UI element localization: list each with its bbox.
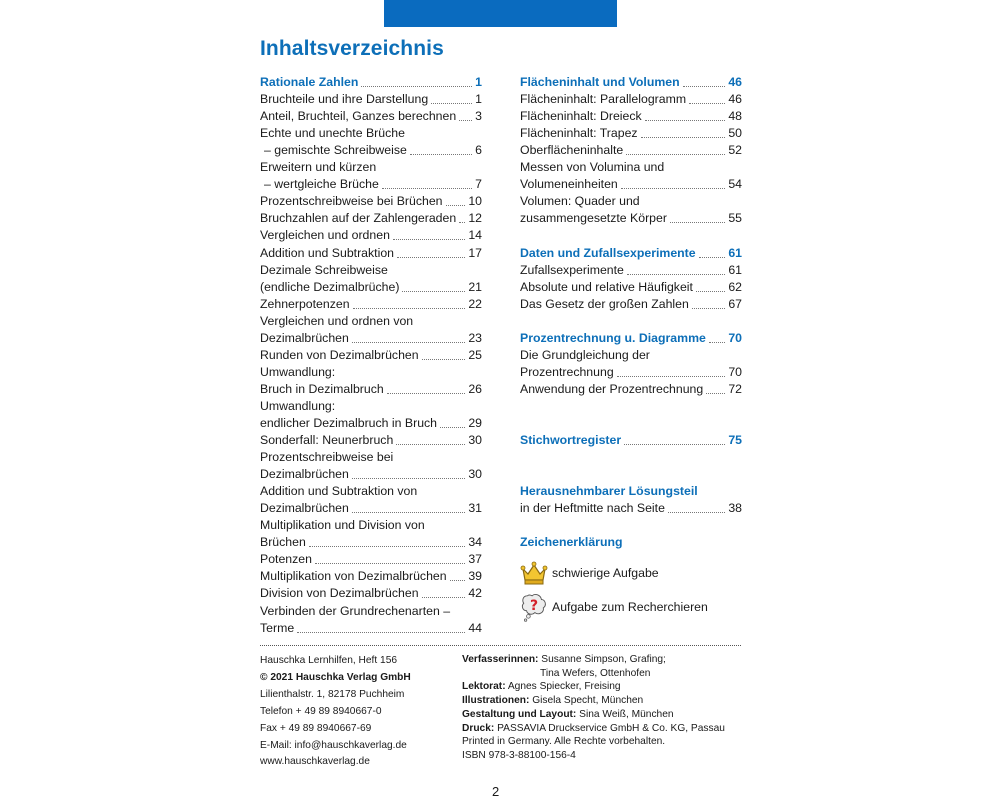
- toc-entry[interactable]: [260, 551, 482, 568]
- toc-entry-text: Dezimalbrüchen: [260, 467, 349, 482]
- toc-spacer: [520, 227, 742, 244]
- toc-entry-text: Herausnehmbarer Lösungsteil: [520, 484, 698, 499]
- dot-leader: [402, 291, 465, 292]
- toc-entry[interactable]: [520, 159, 742, 176]
- toc-entry-text: Flächeninhalt: Parallelogramm: [520, 92, 687, 107]
- toc-entry-text: Das Gesetz der großen Zahlen: [520, 296, 689, 311]
- toc-spacer: [520, 313, 742, 330]
- toc-page-number: 67: [728, 296, 742, 311]
- toc-page-number: 25: [468, 347, 482, 362]
- imprint-credit-value: ISBN 978-3-88100-156-4: [462, 749, 576, 761]
- toc-page-number: 39: [468, 569, 482, 584]
- imprint-credit-line: [462, 694, 752, 708]
- toc-entry-text: Prozentschreibweise bei Brüchen: [260, 194, 443, 209]
- toc-page-number: 30: [468, 433, 482, 448]
- toc-page-number: 61: [728, 245, 742, 260]
- toc-entry-text: Volumeneinheiten: [520, 177, 618, 192]
- toc-entry[interactable]: [260, 193, 482, 210]
- toc-entry-text: Erweitern und kürzen: [260, 160, 377, 175]
- toc-entry-text: Addition und Subtraktion von: [260, 484, 418, 499]
- toc-entry-text: in der Heftmitte nach Seite: [520, 501, 665, 516]
- toc-page-number: 10: [468, 194, 482, 209]
- dot-leader: [459, 120, 472, 121]
- toc-entry[interactable]: [520, 347, 742, 364]
- dot-leader: [459, 222, 465, 223]
- toc-right-column: [520, 74, 742, 624]
- toc-page-number: 26: [468, 381, 482, 396]
- toc-entry-text: Bruch in Dezimalbruch: [260, 381, 384, 396]
- dot-leader: [626, 154, 725, 155]
- divider: [260, 645, 741, 646]
- toc-entry[interactable]: [260, 176, 482, 193]
- imprint-credit-value: Sina Weiß, München: [579, 708, 674, 720]
- question-bubble-icon: [520, 592, 548, 622]
- toc-entry[interactable]: [260, 398, 482, 415]
- dot-leader: [422, 359, 466, 360]
- toc-entry-text: Multiplikation und Division von: [260, 518, 425, 533]
- toc-entry[interactable]: [260, 466, 482, 483]
- toc-entry[interactable]: [260, 142, 482, 159]
- toc-page-number: 7: [475, 177, 482, 192]
- toc-entry[interactable]: [520, 125, 742, 142]
- toc-entry[interactable]: [260, 91, 482, 108]
- dot-leader: [668, 512, 725, 513]
- imprint-credit-value: Agnes Spiecker, Freising: [507, 681, 621, 693]
- toc-entry-text: Flächeninhalt und Volumen: [520, 75, 680, 90]
- dot-leader: [431, 103, 472, 104]
- toc-page-number: 37: [468, 552, 482, 567]
- toc-entry-text: Addition und Subtraktion: [260, 245, 394, 260]
- toc-page-number: 38: [728, 501, 742, 516]
- toc-entry-text: Verbinden der Grundrechenarten –: [260, 603, 451, 618]
- toc-entry[interactable]: [260, 279, 482, 296]
- toc-entry[interactable]: [520, 279, 742, 296]
- toc-entry-text: – wertgleiche Brüche: [264, 177, 379, 192]
- toc-page-number: 62: [728, 279, 742, 294]
- toc-page-number: 72: [728, 381, 742, 396]
- dot-leader: [683, 86, 726, 87]
- dot-leader: [706, 393, 725, 394]
- toc-entry-text: Die Grundgleichung der: [520, 347, 650, 362]
- toc-entry[interactable]: [260, 534, 482, 551]
- header-color-bar: [384, 0, 617, 27]
- toc-entry-text: Vergleichen und ordnen: [260, 228, 390, 243]
- imprint-credits: [462, 653, 752, 763]
- imprint-credit-value: PASSAVIA Druckservice GmbH & Co. KG, Passau: [497, 722, 725, 734]
- toc-entry[interactable]: [260, 585, 482, 602]
- toc-entry-text: Daten und Zufallsexperimente: [520, 245, 696, 260]
- dot-leader: [621, 188, 726, 189]
- imprint-credit-label: Druck:: [462, 722, 495, 734]
- toc-entry-text: Volumen: Quader und: [520, 194, 640, 209]
- toc-entry-text: Rationale Zahlen: [260, 75, 359, 90]
- toc-entry-text: Dezimale Schreibweise: [260, 262, 388, 277]
- toc-entry[interactable]: [260, 415, 482, 432]
- dot-leader: [410, 154, 472, 155]
- toc-entry-text: Potenzen: [260, 552, 312, 567]
- toc-page-number: 70: [728, 330, 742, 345]
- toc-entry-text: zusammengesetzte Körper: [520, 211, 667, 226]
- toc-page-number: 44: [468, 620, 482, 635]
- toc-page-number: 17: [468, 245, 482, 260]
- toc-page-number: 52: [728, 143, 742, 158]
- toc-entry-text: Division von Dezimalbrüchen: [260, 586, 419, 601]
- toc-entry-text: Oberflächeninhalte: [520, 143, 624, 158]
- toc-page-number: 61: [728, 262, 742, 277]
- toc-entry[interactable]: [520, 500, 742, 517]
- toc-entry[interactable]: [260, 227, 482, 244]
- toc-entry[interactable]: [260, 364, 482, 381]
- toc-entry[interactable]: [260, 313, 482, 330]
- toc-page-number: 55: [728, 211, 742, 226]
- imprint-line: E-Mail: info@hauschkaverlag.de: [260, 739, 407, 751]
- toc-entry-text: Zufallsexperimente: [520, 262, 624, 277]
- legend-label: Aufgabe zum Recherchieren: [552, 600, 708, 615]
- toc-entry-text: Flächeninhalt: Dreieck: [520, 109, 642, 124]
- toc-entry-text: Brüchen: [260, 535, 306, 550]
- toc-entry-text: Prozentschreibweise bei: [260, 450, 394, 465]
- toc-entry-text: Zehnerpotenzen: [260, 296, 350, 311]
- toc-entry-text: Echte und unechte Brüche: [260, 126, 405, 141]
- dot-leader: [670, 222, 725, 223]
- toc-entry-text: Umwandlung:: [260, 398, 336, 413]
- toc-page-number: 29: [468, 415, 482, 430]
- dot-leader: [624, 444, 725, 445]
- toc-entry[interactable]: [520, 176, 742, 193]
- toc-entry-text: Sonderfall: Neunerbruch: [260, 433, 394, 448]
- toc-entry-text: Flächeninhalt: Trapez: [520, 126, 638, 141]
- crown-icon: [520, 558, 548, 588]
- dot-leader: [396, 444, 465, 445]
- toc-entry[interactable]: [520, 108, 742, 125]
- toc-entry[interactable]: [260, 500, 482, 517]
- imprint-credit-line: [462, 667, 752, 681]
- imprint-credit-value: Printed in Germany. Alle Rechte vorbehalten.: [462, 736, 666, 748]
- legend: [520, 556, 742, 624]
- imprint-line: www.hauschkaverlag.de: [260, 756, 370, 768]
- toc-entry[interactable]: [260, 381, 482, 398]
- toc-entry[interactable]: [260, 330, 482, 347]
- toc-entry[interactable]: [260, 210, 482, 227]
- dot-leader: [422, 597, 466, 598]
- imprint-credit-line: [462, 722, 752, 736]
- dot-leader: [353, 308, 466, 309]
- toc-entry-text: Prozentrechnung u. Diagramme: [520, 330, 706, 345]
- toc-page-number: 30: [468, 467, 482, 482]
- legend-item: [520, 556, 742, 590]
- toc-page-number: 12: [468, 211, 482, 226]
- dot-leader: [692, 308, 725, 309]
- dot-leader: [617, 376, 726, 377]
- dot-leader: [297, 632, 465, 633]
- toc-entry[interactable]: [260, 517, 482, 534]
- imprint-credit-label: Gestaltung und Layout:: [462, 708, 577, 720]
- toc-entry-text: Runden von Dezimalbrüchen: [260, 347, 419, 362]
- toc-entry[interactable]: [260, 432, 482, 449]
- imprint-credit-value: Tina Wefers, Ottenhofen: [540, 667, 651, 679]
- toc-entry-text: Stichwortregister: [520, 433, 622, 448]
- imprint-line: © 2021 Hauschka Verlag GmbH: [260, 671, 411, 683]
- dot-leader: [361, 86, 472, 87]
- dot-leader: [352, 478, 465, 479]
- toc-page-number: 46: [728, 75, 742, 90]
- toc-entry[interactable]: [520, 142, 742, 159]
- toc-entry-text: (endliche Dezimalbrüche): [260, 279, 400, 294]
- toc-entry[interactable]: [260, 159, 482, 176]
- toc-page-number: 31: [468, 501, 482, 516]
- toc-entry-text: Anteil, Bruchteil, Ganzes berechnen: [260, 109, 457, 124]
- toc-section-heading[interactable]: [520, 74, 742, 91]
- toc-section-heading[interactable]: [520, 483, 742, 500]
- dot-leader: [352, 512, 465, 513]
- toc-page-number: 34: [468, 535, 482, 550]
- imprint-credit-value: Gisela Specht, München: [532, 695, 644, 707]
- toc-entry[interactable]: [520, 381, 742, 398]
- imprint-credit-line: [462, 653, 752, 667]
- dot-leader: [645, 120, 726, 121]
- toc-page-number: 50: [728, 126, 742, 141]
- toc-section-heading[interactable]: [260, 74, 482, 91]
- toc-entry[interactable]: [260, 620, 482, 637]
- toc-entry[interactable]: [260, 568, 482, 585]
- toc-page-number: 3: [475, 109, 482, 124]
- dot-leader: [446, 205, 466, 206]
- toc-entry-text: Bruchzahlen auf der Zahlengeraden: [260, 211, 457, 226]
- imprint-credit-line: [462, 708, 752, 722]
- legend-item: [520, 590, 742, 624]
- toc-section-heading[interactable]: [520, 330, 742, 347]
- dot-leader: [689, 103, 725, 104]
- toc-entry-text: endlicher Dezimalbruch in Bruch: [260, 415, 438, 430]
- toc-entry[interactable]: [260, 262, 482, 279]
- toc-entry[interactable]: [260, 347, 482, 364]
- toc-page-number: 23: [468, 330, 482, 345]
- toc-page-number: 54: [728, 177, 742, 192]
- toc-page-number: 42: [468, 586, 482, 601]
- toc-entry-text: Umwandlung:: [260, 364, 336, 379]
- dot-leader: [699, 257, 726, 258]
- toc-page-number: 6: [475, 143, 482, 158]
- toc-entry[interactable]: [260, 296, 482, 313]
- toc-entry-text: Messen von Volumina und: [520, 160, 665, 175]
- imprint-line: Fax + 49 89 8940667-69: [260, 722, 372, 734]
- toc-page-number: 21: [468, 279, 482, 294]
- toc-left-column: [260, 74, 482, 637]
- imprint-credit-line: [462, 735, 752, 749]
- toc-page-number: 1: [475, 92, 482, 107]
- dot-leader: [315, 563, 465, 564]
- dot-leader: [709, 342, 725, 343]
- toc-entry-text: Dezimalbrüchen: [260, 501, 349, 516]
- toc-page-number: 46: [728, 92, 742, 107]
- toc-entry-text: Bruchteile und ihre Darstellung: [260, 92, 429, 107]
- toc-entry[interactable]: [260, 449, 482, 466]
- dot-leader: [382, 188, 472, 189]
- toc-entry-text: Absolute und relative Häufigkeit: [520, 279, 693, 294]
- toc-page-number: 22: [468, 296, 482, 311]
- toc-entry[interactable]: [260, 483, 482, 500]
- imprint-line: Telefon + 49 89 8940667-0: [260, 705, 382, 717]
- toc-spacer: [520, 517, 742, 534]
- dot-leader: [440, 427, 465, 428]
- toc-entry[interactable]: [520, 262, 742, 279]
- toc-entry[interactable]: [260, 108, 482, 125]
- toc-page-number: 48: [728, 109, 742, 124]
- toc-entry[interactable]: [520, 193, 742, 210]
- imprint-credit-line: [462, 680, 752, 694]
- toc-entry-text: Multiplikation von Dezimalbrüchen: [260, 569, 447, 584]
- toc-entry[interactable]: [520, 364, 742, 381]
- dot-leader: [696, 291, 725, 292]
- toc-entry-text: Terme: [260, 620, 295, 635]
- toc-section-heading[interactable]: [520, 244, 742, 261]
- toc-entry-text: – gemischte Schreibweise: [264, 143, 407, 158]
- toc-page-number: 1: [475, 75, 482, 90]
- toc-page-number: 70: [728, 364, 742, 379]
- dot-leader: [352, 342, 465, 343]
- dot-leader: [641, 137, 726, 138]
- toc-entry[interactable]: [520, 91, 742, 108]
- toc-page-number: 14: [468, 228, 482, 243]
- page-number: 2: [492, 784, 500, 799]
- toc-entry[interactable]: [520, 296, 742, 313]
- toc-entry[interactable]: [260, 125, 482, 142]
- page-title: Inhaltsverzeichnis: [260, 37, 444, 60]
- toc-entry[interactable]: [260, 244, 482, 261]
- imprint-credit-label: Lektorat:: [462, 681, 506, 693]
- dot-leader: [309, 546, 466, 547]
- imprint-credit-line: [462, 749, 752, 763]
- dot-leader: [450, 580, 466, 581]
- dot-leader: [627, 274, 725, 275]
- imprint-credit-label: Verfasserinnen:: [462, 654, 539, 665]
- imprint-publisher: [260, 653, 450, 771]
- dot-leader: [397, 257, 465, 258]
- toc-entry-text: Dezimalbrüchen: [260, 330, 349, 345]
- dot-leader: [393, 239, 465, 240]
- toc-page-number: 75: [728, 433, 742, 448]
- toc-spacer: [520, 398, 742, 432]
- toc-spacer: [520, 449, 742, 483]
- toc-entry-text: Vergleichen und ordnen von: [260, 313, 414, 328]
- dot-leader: [387, 393, 466, 394]
- imprint-credit-label: Illustrationen:: [462, 695, 530, 707]
- toc-entry[interactable]: [260, 602, 482, 619]
- toc-entry-text: Zeichenerklärung: [520, 535, 623, 550]
- imprint-line: Hauschka Lernhilfen, Heft 156: [260, 655, 398, 666]
- toc-section-heading[interactable]: [520, 432, 742, 449]
- toc-entry[interactable]: [520, 210, 742, 227]
- imprint-line: Lilienthalstr. 1, 82178 Puchheim: [260, 688, 405, 700]
- imprint-credit-value: Susanne Simpson, Grafing;: [541, 654, 666, 665]
- toc-entry-text: Anwendung der Prozentrechnung: [520, 381, 704, 396]
- toc-section-heading[interactable]: [520, 534, 742, 551]
- toc-entry-text: Prozentrechnung: [520, 364, 614, 379]
- legend-label: schwierige Aufgabe: [552, 566, 659, 581]
- svg-text:?: ?: [529, 598, 539, 615]
